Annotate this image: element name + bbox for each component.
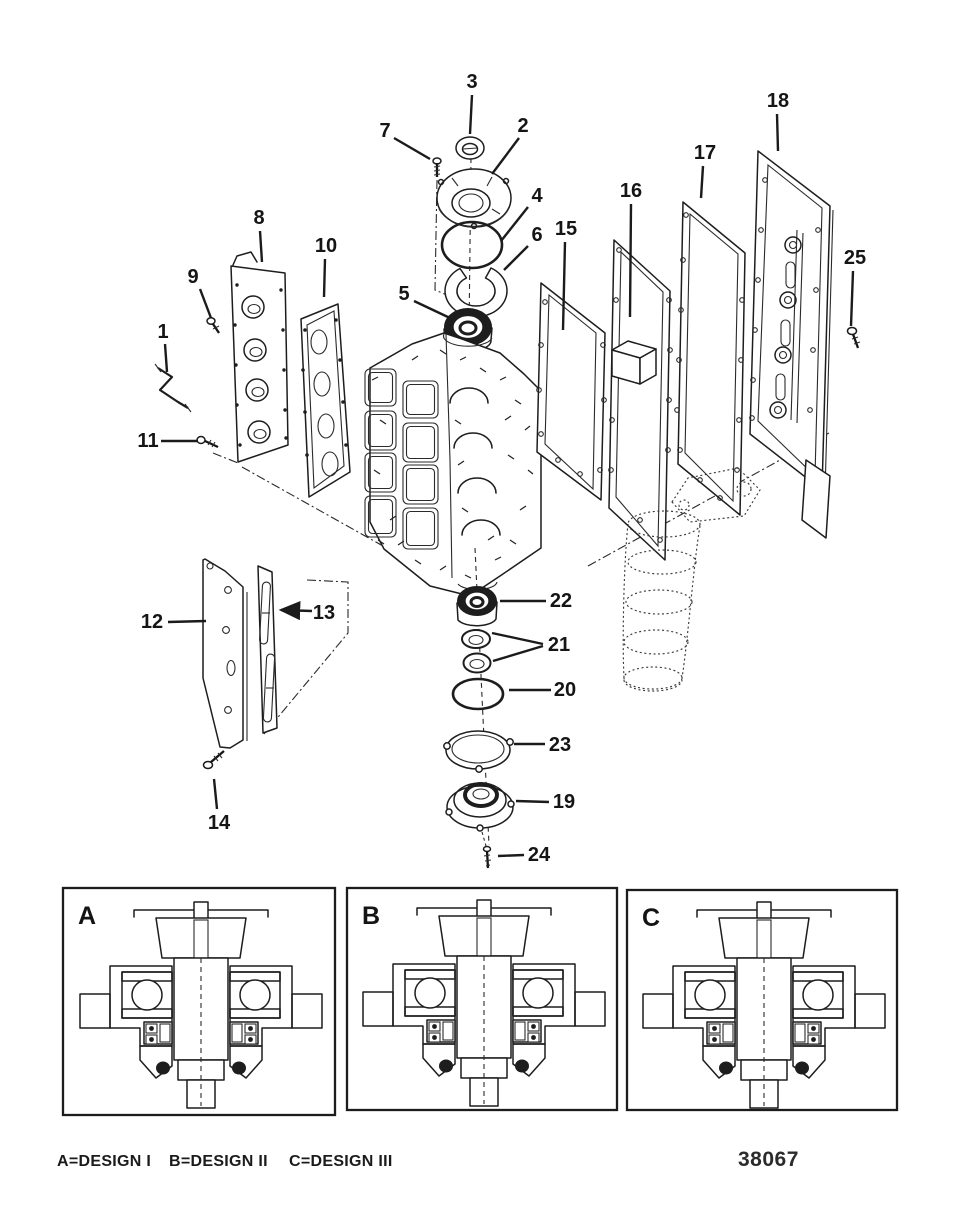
gasket-part-10 — [301, 304, 350, 497]
detail-box-a — [63, 888, 335, 1115]
callout-20: 20 — [553, 679, 577, 701]
callout-22: 22 — [549, 590, 573, 612]
detail-box-b-label: B — [362, 902, 381, 930]
screw-part-14 — [204, 751, 225, 769]
o-ring-part-20 — [453, 679, 503, 709]
leader-line-9 — [200, 289, 211, 318]
end-cap-part-19 — [446, 783, 514, 831]
callout-19: 19 — [552, 791, 576, 813]
o-ring-part-4 — [442, 222, 502, 268]
screw-part-24 — [482, 832, 491, 868]
clip-part-1 — [155, 364, 191, 412]
leader-line-17 — [701, 166, 703, 198]
callout-2: 2 — [517, 115, 529, 137]
detail-box-a-label: A — [78, 902, 97, 930]
leader-line-3 — [470, 95, 472, 134]
leader-line-21 — [493, 646, 543, 661]
detail-box-b — [347, 888, 617, 1110]
leader-line-18 — [777, 114, 778, 151]
callout-1: 1 — [157, 321, 169, 343]
legend-design-2: B=DESIGN II — [169, 1153, 268, 1170]
callout-6: 6 — [531, 224, 543, 246]
baffle-block — [612, 341, 656, 384]
callout-8: 8 — [253, 207, 265, 229]
screw-part-7 — [433, 158, 441, 177]
detail-box-c — [627, 890, 897, 1110]
legend-design-1: A=DESIGN I — [57, 1153, 152, 1170]
leader-line-12 — [168, 621, 206, 622]
callout-4: 4 — [531, 185, 543, 207]
leader-line-2 — [492, 138, 519, 174]
exhaust-cover-part-18 — [750, 151, 833, 538]
leader-line-25 — [851, 271, 853, 326]
callout-18: 18 — [766, 90, 790, 112]
leader-line-24 — [498, 855, 524, 856]
leader-line-8 — [260, 231, 262, 262]
leader-line-16 — [630, 204, 631, 317]
washer-part-3 — [456, 137, 484, 159]
callout-16: 16 — [619, 180, 643, 202]
exhaust-plate-part-8 — [231, 252, 288, 462]
seals-part-21 — [462, 630, 491, 673]
detail-box-c-label: C — [642, 904, 661, 932]
end-cap-part-2 — [437, 169, 511, 229]
legend-design-3: C=DESIGN III — [289, 1153, 393, 1170]
leader-line-6 — [504, 246, 528, 270]
callout-5: 5 — [398, 283, 410, 305]
callout-13: 13 — [312, 602, 336, 624]
callout-9: 9 — [187, 266, 199, 288]
callout-24: 24 — [527, 844, 551, 866]
baffle-plate-part-16 — [609, 240, 673, 560]
callout-14: 14 — [207, 812, 231, 834]
callout-12: 12 — [140, 611, 164, 633]
callout-10: 10 — [314, 235, 338, 257]
leader-line-7 — [394, 138, 430, 159]
screw-part-9 — [207, 318, 219, 333]
leader-line-13 — [281, 610, 312, 611]
leader-line-1 — [165, 344, 167, 372]
leader-line-14 — [214, 779, 217, 809]
leader-line-5 — [414, 301, 450, 318]
callout-15: 15 — [554, 218, 578, 240]
screw-part-25 — [848, 328, 861, 349]
leader-line-10 — [324, 259, 325, 297]
callout-7: 7 — [379, 120, 391, 142]
cover-plate-part-12 — [203, 559, 247, 748]
leader-line-21 — [492, 633, 543, 644]
gasket-part-17 — [675, 202, 745, 515]
callout-11: 11 — [137, 430, 159, 452]
gasket-part-13 — [258, 566, 277, 733]
retainer-part-23 — [444, 731, 513, 772]
cylinder-block — [365, 333, 541, 596]
leader-line-19 — [516, 801, 549, 802]
drawing-number: 38067 — [738, 1148, 799, 1171]
callout-17: 17 — [693, 142, 717, 164]
callout-25: 25 — [843, 247, 867, 269]
callout-23: 23 — [548, 734, 572, 756]
callout-21: 21 — [547, 634, 571, 656]
callout-3: 3 — [466, 71, 478, 93]
bearing-part-22 — [457, 586, 497, 626]
screw-part-11 — [197, 437, 218, 448]
gasket-part-15 — [537, 283, 607, 500]
